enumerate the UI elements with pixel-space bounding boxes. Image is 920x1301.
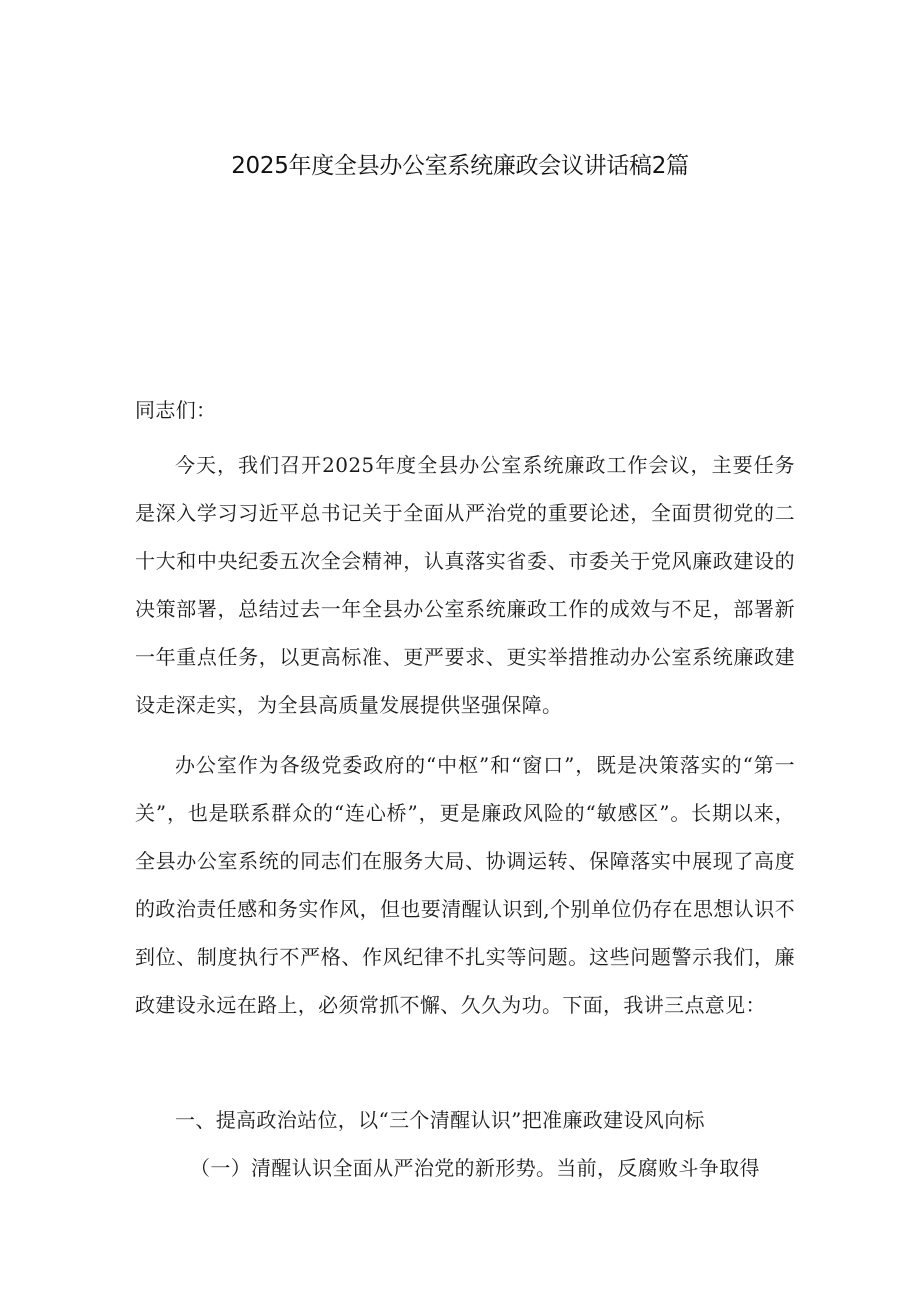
- subsection-text: （一）清醒认识全面从严治党的新形势。当前，反腐败斗争取得: [190, 1156, 760, 1180]
- paragraph-2: 办公室作为各级党委政府的“中枢”和“窗口”，既是决策落实的“第一关”，也是联系群众的“连心桥”，更是廉政风险的“敏感区”。长期以来，全县办公室系统的同志们在服务大局、协调运转、保障落实中展现了高度的政治责任感和务实作风，但也要清醒认识到,个别单位仍存在思想认识不到位、制度执行不严格、作风纪律不扎实等问题。这些问题警示我们，廉政建设永远在路上，必须常抓不懈、久久为功。下面，我讲三点意见：: [135, 753, 795, 1017]
- document-title: 2025年度全县办公室系统廉政会议讲话稿2篇: [231, 153, 689, 179]
- paragraph-1: 今天，我们召开2025年度全县办公室系统廉政工作会议，主要任务是深入学习习近平总书记关于全面从严治党的重要论述，全面贯彻党的二十大和中央纪委五次全会精神，认真落实省委、市委关于党风廉政建设的决策部署，总结过去一年全县办公室系统廉政工作的成效与不足，部署新一年重点任务，以更高标准、更严要求、更实举措推动办公室系统廉政建设走深走实，为全县高质量发展提供坚强保障。: [135, 453, 795, 717]
- greeting: 同志们：: [135, 398, 217, 422]
- section-heading: 一、提高政治站位，以“三个清醒认识”把准廉政建设风向标: [175, 1108, 705, 1132]
